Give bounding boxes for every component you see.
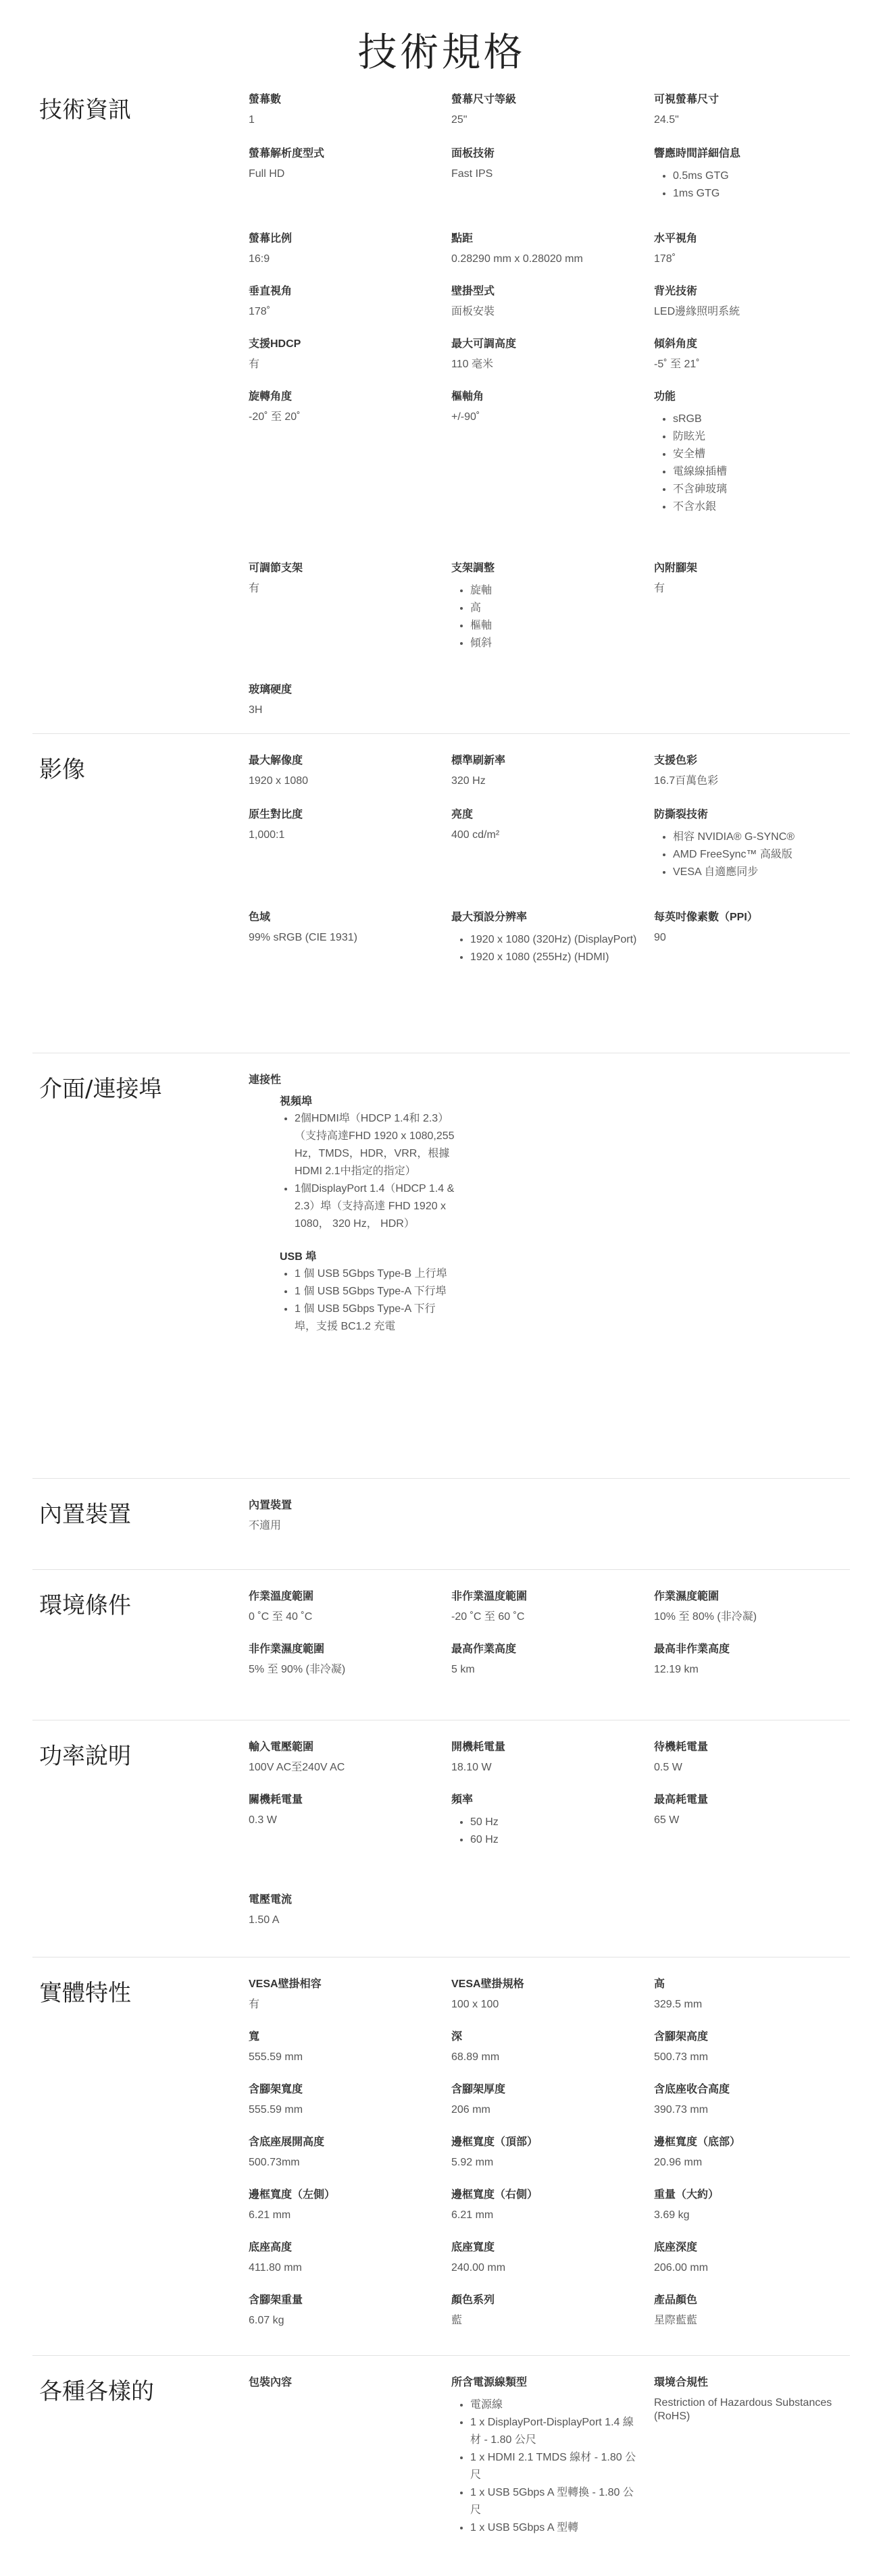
spec-item [249,808,438,842]
spec-label: 作業溫度範圍 [249,1591,314,1602]
list-item: • 0.5ms GTG [673,167,843,185]
spec-item [451,285,640,319]
spec-item [451,562,640,652]
list-item: • 旋軸 [470,582,640,600]
video-port-list [280,1110,455,1233]
spec-label: 含腳架重量 [249,2294,303,2306]
spec-value: 206.00 mm [654,2262,709,2273]
spec-value: 5% 至 90% (非冷凝) [249,1664,346,1675]
spec-label: 最高非作業高度 [654,1644,730,1655]
spec-item [249,2294,438,2328]
spec-item [249,147,438,181]
spec-label: VESA壁掛規格 [451,1978,524,1990]
list-item: • 電源線 [470,2396,640,2414]
spec-label: 原生對比度 [249,809,303,820]
list-item: • 電線線插槽 [673,463,843,481]
spec-label: 含底座展開高度 [249,2136,325,2148]
spec-value: 68.89 mm [451,2051,500,2063]
list-item: • 1 x USB 5Gbps A 型轉換 - 1.80 公尺 [470,2484,640,2519]
section-title: 功率說明 [39,1743,131,1770]
spec-item [654,1590,843,1624]
spec-item [654,232,843,266]
list-item: • 1個DisplayPort 1.4（HDCP 1.4 & 2.3）埠（支持高達 FHD 1920 x 1080， 320 Hz， HDR） [295,1180,455,1233]
spec-list [451,931,640,966]
spec-value: 90 [654,932,666,943]
spec-item [249,232,438,266]
spec-label: 含腳架高度 [654,2031,709,2043]
spec-label: 含腳架寬度 [249,2084,303,2095]
list-item: • 不含砷玻璃 [673,481,843,498]
spec-list [654,411,843,516]
spec-list [451,582,640,652]
spec-value: 6.21 mm [249,2209,291,2221]
spec-value: 5.92 mm [451,2157,494,2168]
list-item: • 1920 x 1080 (320Hz) (DisplayPort) [470,931,640,949]
spec-item [451,232,640,266]
section-power [32,1720,850,1957]
spec-label: 每英吋像素數（PPI） [654,912,758,923]
section-ports [32,1053,850,1479]
spec-label: 顏色系列 [451,2294,495,2306]
spec-item [451,2376,640,2537]
spec-label: 色域 [249,912,271,923]
spec-item [249,1893,438,1927]
spec-item [249,2136,438,2170]
spec-label: 邊框寬度（左側） [249,2189,336,2201]
spec-value: 178˚ [249,306,271,317]
spec-item [654,2241,843,2275]
list-item: • 50 Hz [470,1814,640,1831]
spec-value: 24.5" [654,114,679,126]
spec-label: 包裝內容 [249,2377,293,2388]
spec-label: 可調節支架 [249,562,303,574]
list-item: • 1 個 USB 5Gbps Type-B 上行埠 [295,1265,455,1283]
spec-item [249,2241,438,2275]
spec-value: 5 km [451,1664,475,1675]
spec-value: 0.3 W [249,1814,277,1826]
spec-value: 411.80 mm [249,2262,302,2273]
spec-label: 防撕裂技術 [654,809,709,820]
spec-value: -5˚ 至 21˚ [654,359,700,370]
spec-item [451,2083,640,2117]
spec-label: 內置裝置 [249,1500,293,1511]
spec-label: 環境合規性 [654,2377,709,2388]
spec-label: 含腳架厚度 [451,2084,506,2095]
list-item: • VESA 自適應同步 [673,864,843,881]
spec-label: 非作業濕度範圍 [249,1644,325,1655]
spec-item [451,338,640,371]
list-item: • 高 [470,600,640,617]
spec-item [249,1643,438,1677]
spec-list [654,829,843,881]
spec-item [654,1793,843,1827]
spec-value: -20˚ 至 20˚ [249,411,301,423]
spec-value: 20.96 mm [654,2157,703,2168]
spec-label: 亮度 [451,809,474,820]
spec-item [451,911,640,966]
spec-label: 底座高度 [249,2242,293,2253]
spec-item [249,2376,438,2396]
spec-value: 不適用 [249,1520,282,1531]
spec-value: +/-90˚ [451,411,480,423]
spec-item [654,1978,843,2012]
spec-item [249,1499,438,1533]
spec-label: 邊框寬度（頂部） [451,2136,538,2148]
spec-label: 螢幕解析度型式 [249,148,325,159]
spec-value: 有 [249,359,260,370]
spec-label: 螢幕尺寸等級 [451,94,517,105]
spec-label: 內附腳架 [654,562,698,574]
spec-value: 0.5 W [654,1762,682,1773]
spec-value: 1.50 A [249,1914,280,1926]
spec-label: 支援HDCP [249,338,301,350]
spec-value: 400 cd/m² [451,829,500,841]
section-builtin [32,1479,850,1570]
spec-label: 最大解像度 [249,755,303,766]
spec-value: 65 W [654,1814,680,1826]
sub-header-video: 視頻埠 [280,1096,313,1107]
spec-value: 390.73 mm [654,2104,709,2115]
spec-label: 樞軸角 [451,391,484,402]
spec-label: 螢幕數 [249,94,282,105]
spec-value: 3.69 kg [654,2209,690,2221]
spec-label: 作業濕度範圍 [654,1591,720,1602]
spec-item [249,285,438,319]
spec-value: 329.5 mm [654,1999,703,2010]
spec-value: 500.73mm [249,2157,300,2168]
spec-item [249,754,438,788]
spec-item [249,911,438,945]
section-image [32,734,850,1053]
spec-label: 連接性 [249,1074,282,1086]
list-item: • 安全槽 [673,446,843,463]
spec-value: Full HD [249,168,285,180]
spec-item [654,754,843,788]
spec-item [249,562,438,596]
spec-label: 背光技術 [654,286,698,297]
spec-label: 垂直視角 [249,286,293,297]
spec-label: 重量（大約） [654,2189,720,2201]
spec-label: 玻璃硬度 [249,684,293,695]
spec-label: 邊框寬度（底部） [654,2136,741,2148]
spec-item [451,2136,640,2170]
spec-item [451,1643,640,1677]
spec-list [654,167,843,203]
spec-value: 100 x 100 [451,1999,499,2010]
spec-label: 深 [451,2031,463,2043]
spec-label: 邊框寬度（右側） [451,2189,538,2201]
spec-label: VESA壁掛相容 [249,1978,322,1990]
spec-label: 底座寬度 [451,2242,495,2253]
spec-value: 320 Hz [451,775,486,787]
spec-item [451,147,640,181]
spec-value: 6.07 kg [249,2315,284,2326]
spec-value: LED邊緣照明系統 [654,306,740,317]
spec-item [451,1978,640,2012]
spec-label: 非作業溫度範圍 [451,1591,528,1602]
list-item: • sRGB [673,411,843,428]
spec-label: 面板技術 [451,148,495,159]
spec-item [451,2241,640,2275]
list-item: • AMD FreeSync™ 高級版 [673,846,843,864]
spec-label: 輸入電壓範圍 [249,1741,314,1753]
spec-item [249,1074,478,1336]
spec-value: 1 [249,114,255,126]
spec-item [451,1793,640,1849]
spec-label: 含底座收合高度 [654,2084,730,2095]
spec-value: 500.73 mm [654,2051,709,2063]
spec-item [654,911,843,945]
spec-label: 標準刷新率 [451,755,506,766]
section-physical [32,1957,850,2356]
spec-item [654,2376,843,2423]
spec-value: 25" [451,114,468,126]
spec-item [654,1741,843,1775]
spec-value: 3H [249,704,263,716]
section-title: 各種各樣的 [39,2378,154,2405]
spec-value: 178˚ [654,253,676,265]
spec-value: 6.21 mm [451,2209,494,2221]
spec-value: 16:9 [249,253,270,265]
spec-item [654,285,843,319]
spec-item [451,2188,640,2222]
spec-item [451,1741,640,1775]
spec-value: 星際藍藍 [654,2315,698,2326]
section-title: 介面/連接埠 [39,1076,162,1103]
spec-value: -20 ˚C 至 60 ˚C [451,1611,525,1623]
spec-label: 支架調整 [451,562,495,574]
list-item: • 相容 NVIDIA® G-SYNC® [673,829,843,846]
spec-value: 1920 x 1080 [249,775,309,787]
spec-value: 0.28290 mm x 0.28020 mm [451,253,583,265]
spec-item [249,2083,438,2117]
section-title: 內置裝置 [39,1501,131,1528]
spec-item [249,390,438,424]
spec-item [451,808,640,842]
spec-item [249,2030,438,2064]
spec-value: 10% 至 80% (非冷凝) [654,1611,757,1623]
spec-list [451,1814,640,1849]
spec-item [249,93,438,127]
spec-value: 有 [654,583,665,594]
spec-label: 待機耗電量 [654,1741,709,1753]
spec-value: 藍 [451,2315,463,2326]
spec-label: 壁掛型式 [451,286,495,297]
spec-value: 100V AC至240V AC [249,1762,345,1773]
spec-value: 16.7百萬色彩 [654,775,719,787]
list-item: • 60 Hz [470,1831,640,1849]
spec-item [249,1741,438,1775]
list-item: • 1 個 USB 5Gbps Type-A 下行埠 [295,1283,455,1300]
spec-value: 240.00 mm [451,2262,506,2273]
section-title: 技術資訊 [39,97,131,124]
spec-label: 最大可調高度 [451,338,517,350]
spec-item [249,1793,438,1827]
section-title: 環境條件 [39,1592,131,1619]
spec-item [249,2188,438,2222]
sub-header-usb: USB 埠 [280,1251,317,1263]
spec-value: 有 [249,583,260,594]
spec-label: 頻率 [451,1794,474,1806]
spec-item [451,754,640,788]
list-item: • 1 x DisplayPort-DisplayPort 1.4 線材 - 1.80 公尺 [470,2414,640,2449]
spec-value: 18.10 W [451,1762,492,1773]
spec-label: 底座深度 [654,2242,698,2253]
spec-label: 可視螢幕尺寸 [654,94,720,105]
spec-label: 響應時間詳細信息 [654,148,741,159]
spec-label: 點距 [451,233,474,244]
section-title: 實體特性 [39,1980,131,2007]
spec-label: 支援色彩 [654,755,698,766]
spec-value: 12.19 km [654,1664,699,1675]
spec-item [654,2294,843,2328]
spec-item [451,390,640,424]
spec-value: 555.59 mm [249,2051,303,2063]
list-item: • 防眩光 [673,428,843,446]
spec-item [249,338,438,371]
spec-item [451,2294,640,2328]
list-item: • 1920 x 1080 (255Hz) (HDMI) [470,949,640,966]
spec-item [451,2030,640,2064]
spec-label: 最大預設分辨率 [451,912,528,923]
list-item: • 1 個 USB 5Gbps Type-A 下行埠，支援 BC1.2 充電 [295,1300,455,1336]
spec-item [654,338,843,371]
spec-item [654,93,843,127]
section-environment [32,1570,850,1720]
spec-item [249,1590,438,1624]
spec-item [654,2188,843,2222]
list-item: • 不含水銀 [673,498,843,516]
list-item: • 2個HDMI埠（HDCP 1.4和 2.3）（支持高達FHD 1920 x 1080,255 Hz，TMDS，HDR，VRR，根據HDMI 2.1中指定的指定） [295,1110,455,1180]
page-title: 技術規格 [357,29,526,75]
spec-label: 高 [654,1978,665,1990]
spec-value: 206 mm [451,2104,490,2115]
spec-label: 旋轉角度 [249,391,293,402]
spec-label: 最高耗電量 [654,1794,709,1806]
spec-value: 0 ˚C 至 40 ˚C [249,1611,313,1623]
section-tech-info [32,76,850,734]
spec-item [654,2136,843,2170]
spec-label: 螢幕比例 [249,233,293,244]
spec-label: 傾斜角度 [654,338,698,350]
usb-port-list [280,1265,455,1336]
spec-label: 開機耗電量 [451,1741,506,1753]
list-item: • 1 x USB 5Gbps A 型轉 [470,2519,640,2537]
spec-item [451,93,640,127]
spec-value: 99% sRGB (CIE 1931) [249,932,357,943]
spec-item [654,2030,843,2064]
spec-item [249,683,438,717]
spec-value: 面板安裝 [451,306,495,317]
spec-label: 關機耗電量 [249,1794,303,1806]
list-item: • 1ms GTG [673,185,843,203]
spec-item [654,147,843,203]
spec-value: 110 毫米 [451,359,493,370]
spec-value: Restriction of Hazardous Substances (RoHS) [654,2397,832,2422]
spec-label: 所含電源線類型 [451,2377,528,2388]
spec-value: 有 [249,1999,260,2010]
spec-label: 最高作業高度 [451,1644,517,1655]
section-misc [32,2356,850,2572]
section-title: 影像 [39,756,85,783]
spec-item [654,808,843,881]
spec-item [654,1643,843,1677]
spec-item [451,1590,640,1624]
spec-label: 水平視角 [654,233,698,244]
spec-list [451,2396,640,2537]
list-item: • 1 x HDMI 2.1 TMDS 線材 - 1.80 公尺 [470,2449,640,2484]
spec-item [654,390,843,516]
spec-label: 產品顏色 [654,2294,698,2306]
spec-value: 1,000:1 [249,829,285,841]
spec-item [654,2083,843,2117]
spec-item [249,1978,438,2012]
spec-label: 電壓電流 [249,1894,293,1905]
list-item: • 傾斜 [470,635,640,652]
spec-item [654,562,843,596]
spec-value: 555.59 mm [249,2104,303,2115]
list-item: • 樞軸 [470,617,640,635]
spec-value: Fast IPS [451,168,493,180]
spec-label: 功能 [654,391,676,402]
spec-label: 寬 [249,2031,260,2043]
